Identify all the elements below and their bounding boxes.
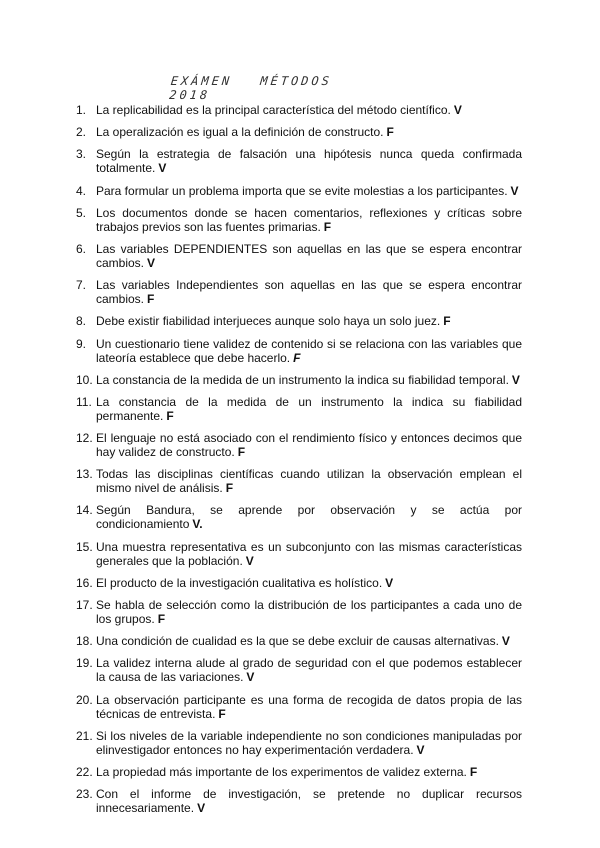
question-number: 2. xyxy=(76,125,87,140)
question-text: Debe existir fiabilidad interjueces aunque solo haya un solo juez. xyxy=(96,314,441,329)
question-number: 12. xyxy=(76,431,93,446)
question-number: 7. xyxy=(76,278,87,293)
question-text: Todas las disciplinas científicas cuando utilizan la observación emplean el mismo nivel de análisis. xyxy=(96,467,522,496)
question-item xyxy=(76,467,522,495)
question-text: La propiedad más importante de los experimentos de validez externa. xyxy=(96,764,467,779)
question-item xyxy=(76,656,522,684)
question-text: Según Bandura, se aprende por observación y se actúa por condicionamiento xyxy=(96,503,522,532)
question-text-block xyxy=(96,431,522,459)
answer-label: F xyxy=(293,350,301,365)
question-item xyxy=(76,503,522,531)
question-text-block xyxy=(96,693,522,721)
question-text: Para formular un problema importa que se evite molestias a los participantes. xyxy=(96,183,508,198)
question-text: Las variables DEPENDIENTES son aquellas en las que se espera encontrar cambios. xyxy=(96,241,522,270)
answer-label: V xyxy=(453,103,462,117)
question-item xyxy=(76,693,522,721)
question-text-block xyxy=(96,576,522,590)
question-text-block xyxy=(96,765,522,779)
question-item xyxy=(76,576,522,590)
question-number: 6. xyxy=(76,241,87,256)
question-text-block xyxy=(96,503,522,531)
question-text-block xyxy=(96,278,522,306)
question-item xyxy=(76,125,522,139)
answer-label: V xyxy=(147,255,156,270)
question-text: Una condición de cualidad es la que se debe excluir de causas alternativas. xyxy=(96,634,499,649)
title-word: EXÁMEN xyxy=(170,74,233,88)
question-number: 22. xyxy=(76,764,93,779)
question-text: Un cuestionario tiene validez de contenido si se relaciona con las variables que lateoría establece que debe hacerlo. xyxy=(96,336,522,365)
answer-label: V xyxy=(501,634,510,649)
question-item xyxy=(76,206,522,234)
answer-label: F xyxy=(237,445,246,460)
question-text: El producto de la investigación cualitativa es holístico. xyxy=(96,575,383,590)
page-title xyxy=(169,74,402,102)
question-number: 19. xyxy=(76,656,93,671)
answer-label: F xyxy=(147,292,155,307)
answer-label: F xyxy=(469,764,478,779)
question-number: 17. xyxy=(76,598,93,612)
answer-label: F xyxy=(323,219,332,234)
question-text-block xyxy=(96,540,522,568)
question-text-block xyxy=(96,395,522,423)
question-number: 4. xyxy=(76,183,87,198)
question-number: 10. xyxy=(76,372,93,387)
answer-label: F xyxy=(157,612,166,626)
question-item xyxy=(76,634,522,648)
question-number: 21. xyxy=(76,728,93,743)
question-number: 23. xyxy=(76,787,93,802)
question-item xyxy=(76,278,522,306)
answer-label: V. xyxy=(192,517,203,532)
answer-label: F xyxy=(443,314,451,329)
question-number: 5. xyxy=(76,205,87,220)
question-text: El lenguaje no está asociado con el rendimiento físico y entonces decimos que hay validez de constructo. xyxy=(96,431,522,460)
question-text: La observación participante es una forma de recogida de datos propia de las técnicas de entrevista. xyxy=(96,692,522,721)
question-text-block xyxy=(96,373,522,387)
question-text-block xyxy=(96,125,522,139)
question-item xyxy=(76,765,522,779)
question-number: 20. xyxy=(76,692,93,707)
answer-label: F xyxy=(225,481,234,496)
question-text: Según la estrategia de falsación una hipótesis nunca queda confirmada totalmente. xyxy=(96,147,522,176)
question-list xyxy=(76,103,522,823)
question-item xyxy=(76,184,522,198)
question-text-block xyxy=(96,787,522,815)
answer-label: V xyxy=(197,801,206,816)
question-number: 11. xyxy=(76,394,92,409)
question-text: Los documentos donde se hacen comentarios, reflexiones y críticas sobre trabajos previos son las fuentes primarias. xyxy=(96,205,522,234)
answer-label: V xyxy=(510,183,519,198)
question-number: 14. xyxy=(76,503,93,518)
question-item xyxy=(76,431,522,459)
question-text: La replicabilidad es la principal característica del método científico. xyxy=(96,103,451,117)
question-text-block xyxy=(96,206,522,234)
answer-label: V xyxy=(245,553,254,568)
answer-label: V xyxy=(511,372,520,387)
answer-label: F xyxy=(166,408,174,423)
question-item xyxy=(76,103,522,117)
question-text-block xyxy=(96,729,522,757)
question-item xyxy=(76,373,522,387)
question-text: La constancia de la medida de un instrumento la indica su fiabilidad permanente. xyxy=(96,394,522,423)
question-item xyxy=(76,337,522,365)
answer-label: V xyxy=(158,161,167,176)
question-text: Una muestra representativa es un subconjunto con las mismas características generales que la población. xyxy=(96,539,522,568)
question-number: 15. xyxy=(76,539,93,554)
answer-label: F xyxy=(386,125,394,140)
question-text: Con el informe de investigación, se pretende no duplicar recursos innecesariamente. xyxy=(96,787,522,816)
question-item xyxy=(76,729,522,757)
question-item xyxy=(76,787,522,815)
answer-label: F xyxy=(218,706,226,721)
question-text-block xyxy=(96,103,522,117)
question-text-block xyxy=(96,314,522,328)
question-text: Se habla de selección como la distribución de los participantes a cada uno de los grupos. xyxy=(96,598,522,626)
question-text: La operalización es igual a la definición de constructo. xyxy=(96,125,384,140)
question-text-block xyxy=(96,634,522,648)
question-item xyxy=(76,314,522,328)
question-text-block xyxy=(96,337,522,365)
question-number: 9. xyxy=(76,336,87,351)
title-word: MÉTODOS xyxy=(259,74,333,88)
question-text: Si los niveles de la variable independiente no son condiciones manipuladas por elinvestigador entonces no hay experimentación verdadera. xyxy=(96,728,522,757)
question-text: La validez interna alude al grado de seguridad con el que podemos establecer la causa de las variaciones. xyxy=(96,656,522,685)
question-text: Las variables Independientes son aquellas en las que se espera encontrar cambios. xyxy=(96,278,522,307)
question-item xyxy=(76,598,522,626)
question-number: 1. xyxy=(76,103,87,117)
question-text-block xyxy=(96,147,522,175)
question-text-block xyxy=(96,656,522,684)
question-number: 3. xyxy=(76,147,87,162)
title-word: 2018 xyxy=(168,88,211,102)
question-number: 18. xyxy=(76,634,93,649)
question-text-block xyxy=(96,242,522,270)
question-text-block xyxy=(96,598,522,626)
question-text-block xyxy=(96,467,522,495)
question-item xyxy=(76,147,522,175)
question-item xyxy=(76,395,522,423)
question-item xyxy=(76,242,522,270)
question-item xyxy=(76,540,522,568)
question-number: 13. xyxy=(76,467,93,482)
answer-label: V xyxy=(416,742,425,757)
question-text-block xyxy=(96,184,522,198)
question-text: La constancia de la medida de un instrumento la indica su fiabilidad temporal. xyxy=(96,372,509,387)
question-number: 16. xyxy=(76,575,93,590)
question-number: 8. xyxy=(76,314,87,329)
answer-label: V xyxy=(385,575,394,590)
answer-label: V xyxy=(246,670,255,685)
